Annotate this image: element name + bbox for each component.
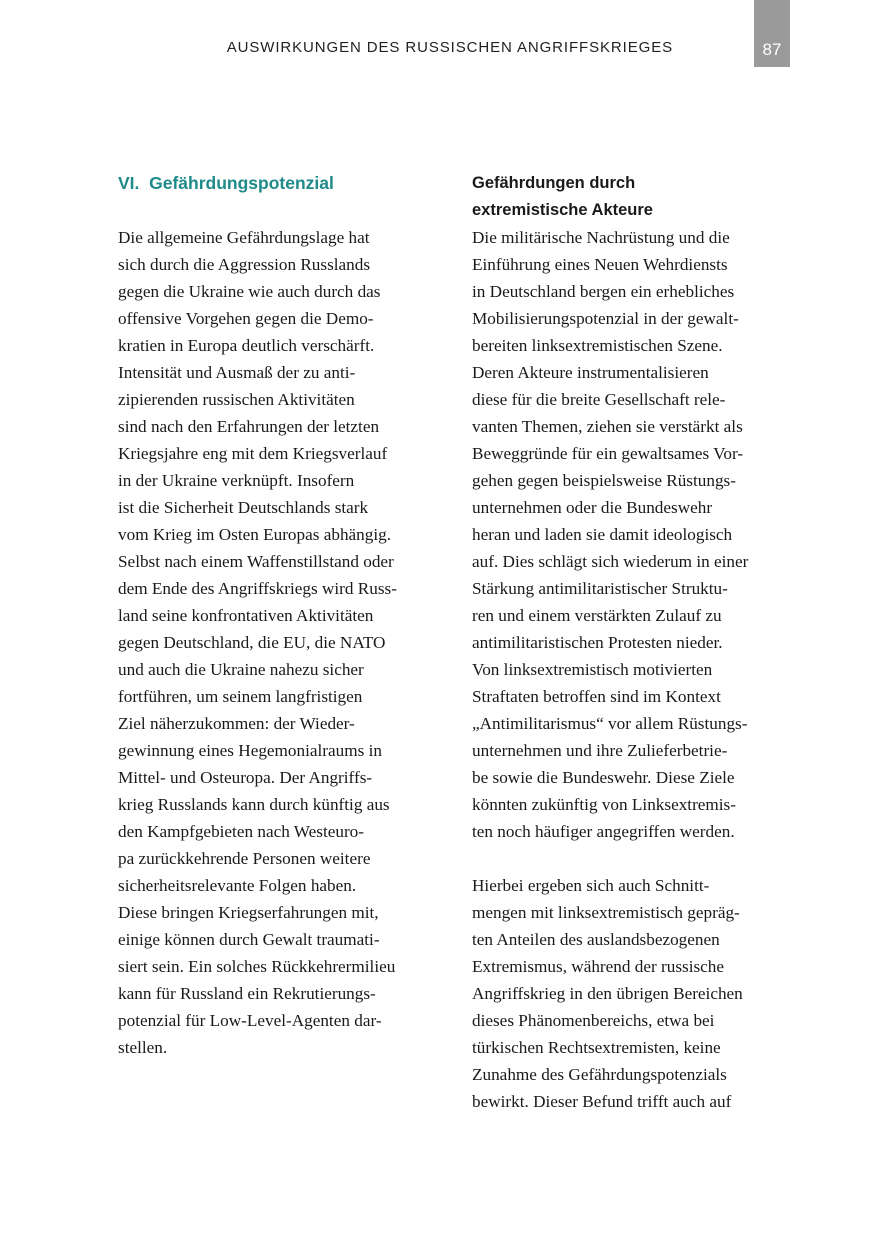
text-line: türkischen Rechtsextremisten, keine [472, 1038, 721, 1057]
right-paragraph-1 [472, 224, 794, 845]
text-line: Intensität und Ausmaß der zu anti- [118, 363, 356, 382]
text-line: in Deutschland bergen ein erhebliches [472, 282, 735, 301]
text-line: stellen. [118, 1038, 168, 1057]
text-line: ten Anteilen des auslandsbezogenen [472, 930, 720, 949]
subheading-line: extremistische Akteure [472, 201, 653, 219]
text-line: kratien in Europa deutlich verschärft. [118, 336, 375, 355]
text-line: sind nach den Erfahrungen der letzten [118, 417, 380, 436]
text-line: potenzial für Low-Level-Agenten dar- [118, 1011, 382, 1030]
right-paragraph-2 [472, 872, 794, 1115]
text-line: pa zurückkehrende Personen weitere [118, 849, 371, 868]
text-line: be sowie die Bundeswehr. Diese Ziele [472, 768, 735, 787]
text-line: Deren Akteure instrumentalisieren [472, 363, 709, 382]
text-line: Angriffskrieg in den übrigen Bereichen [472, 984, 743, 1003]
text-line: Die allgemeine Gefährdungslage hat [118, 228, 370, 247]
text-line: Stärkung antimilitaristischer Struktu- [472, 579, 728, 598]
text-line: Die militärische Nachrüstung und die [472, 228, 730, 247]
text-line: könnten zukünftig von Linksextremis- [472, 795, 736, 814]
text-line: gegen die Ukraine wie auch durch das [118, 282, 381, 301]
text-line: Zunahme des Gefährdungspotenzials [472, 1065, 727, 1084]
text-line: vanten Themen, ziehen sie verstärkt als [472, 417, 743, 436]
text-line: Einführung eines Neuen Wehrdiensts [472, 255, 728, 274]
text-line: kann für Russland ein Rekrutierungs- [118, 984, 376, 1003]
text-line: auf. Dies schlägt sich wiederum in einer [472, 552, 749, 571]
text-line: Von linksextremistisch motivierten [472, 660, 713, 679]
left-column [118, 170, 440, 1061]
text-line: diese für die breite Gesellschaft rele- [472, 390, 726, 409]
text-line: mengen mit linksextremistisch gepräg- [472, 903, 740, 922]
text-line: Mobilisierungspotenzial in der gewalt- [472, 309, 739, 328]
text-line: ten noch häufiger angegriffen werden. [472, 822, 735, 841]
text-line: Beweggründe für ein gewaltsames Vor- [472, 444, 744, 463]
text-line: siert sein. Ein solches Rückkehrermilieu [118, 957, 396, 976]
text-line: und auch die Ukraine nahezu sicher [118, 660, 364, 679]
left-paragraph [118, 224, 440, 1061]
right-column [472, 170, 794, 1115]
text-line: gewinnung eines Hegemonialraums in [118, 741, 382, 760]
text-line: ist die Sicherheit Deutschlands stark [118, 498, 369, 517]
text-line: Ziel näherzukommen: der Wieder- [118, 714, 355, 733]
section-title: VI. Gefährdungspotenzial [118, 173, 334, 193]
text-line: in der Ukraine verknüpft. Insofern [118, 471, 355, 490]
text-line: den Kampfgebieten nach Westeuro- [118, 822, 364, 841]
text-line: unternehmen und ihre Zulieferbetrie- [472, 741, 728, 760]
text-line: dem Ende des Angriffskriegs wird Russ- [118, 579, 397, 598]
text-line: Straftaten betroffen sind im Kontext [472, 687, 721, 706]
running-header-title: AUSWIRKUNGEN DES RUSSISCHEN ANGRIFFSKRIEGES [226, 39, 673, 56]
text-line: Kriegsjahre eng mit dem Kriegsverlauf [118, 444, 388, 463]
text-line: land seine konfrontativen Aktivitäten [118, 606, 374, 625]
text-line: Diese bringen Kriegserfahrungen mit, [118, 903, 379, 922]
text-line: zipierenden russischen Aktivitäten [118, 390, 355, 409]
page-number-tab [754, 0, 790, 67]
text-line: sich durch die Aggression Russlands [118, 255, 371, 274]
text-line: vom Krieg im Osten Europas abhängig. [118, 525, 392, 544]
text-line: Selbst nach einem Waffenstillstand oder [118, 552, 394, 571]
text-line: Hierbei ergeben sich auch Schnitt- [472, 876, 710, 895]
paragraph-spacer [472, 845, 794, 872]
text-line: offensive Vorgehen gegen die Demo- [118, 309, 374, 328]
text-line: gegen Deutschland, die EU, die NATO [118, 633, 386, 652]
subheading-line: Gefährdungen durch [472, 174, 636, 192]
text-line: gehen gegen beispielsweise Rüstungs- [472, 471, 736, 490]
text-line: heran und laden sie damit ideologisch [472, 525, 733, 544]
text-line: dieses Phänomenbereichs, etwa bei [472, 1011, 715, 1030]
text-line: bereiten linksextremistischen Szene. [472, 336, 723, 355]
text-line: einige können durch Gewalt traumati- [118, 930, 380, 949]
text-line: krieg Russlands kann durch künftig aus [118, 795, 390, 814]
text-line: sicherheitsrelevante Folgen haben. [118, 876, 357, 895]
text-line: bewirkt. Dieser Befund trifft auch auf [472, 1092, 732, 1111]
text-line: Mittel- und Osteuropa. Der Angriffs- [118, 768, 373, 787]
subheading [472, 170, 794, 224]
text-line: unternehmen oder die Bundeswehr [472, 498, 713, 517]
text-line: „Antimilitarismus“ vor allem Rüstungs- [472, 714, 748, 733]
text-line: antimilitaristischen Protesten nieder. [472, 633, 723, 652]
page-number: 87 [762, 40, 782, 59]
text-line: Extremismus, während der russische [472, 957, 725, 976]
text-line: ren und einem verstärkten Zulauf zu [472, 606, 722, 625]
text-line: fortführen, um seinem langfristigen [118, 687, 363, 706]
